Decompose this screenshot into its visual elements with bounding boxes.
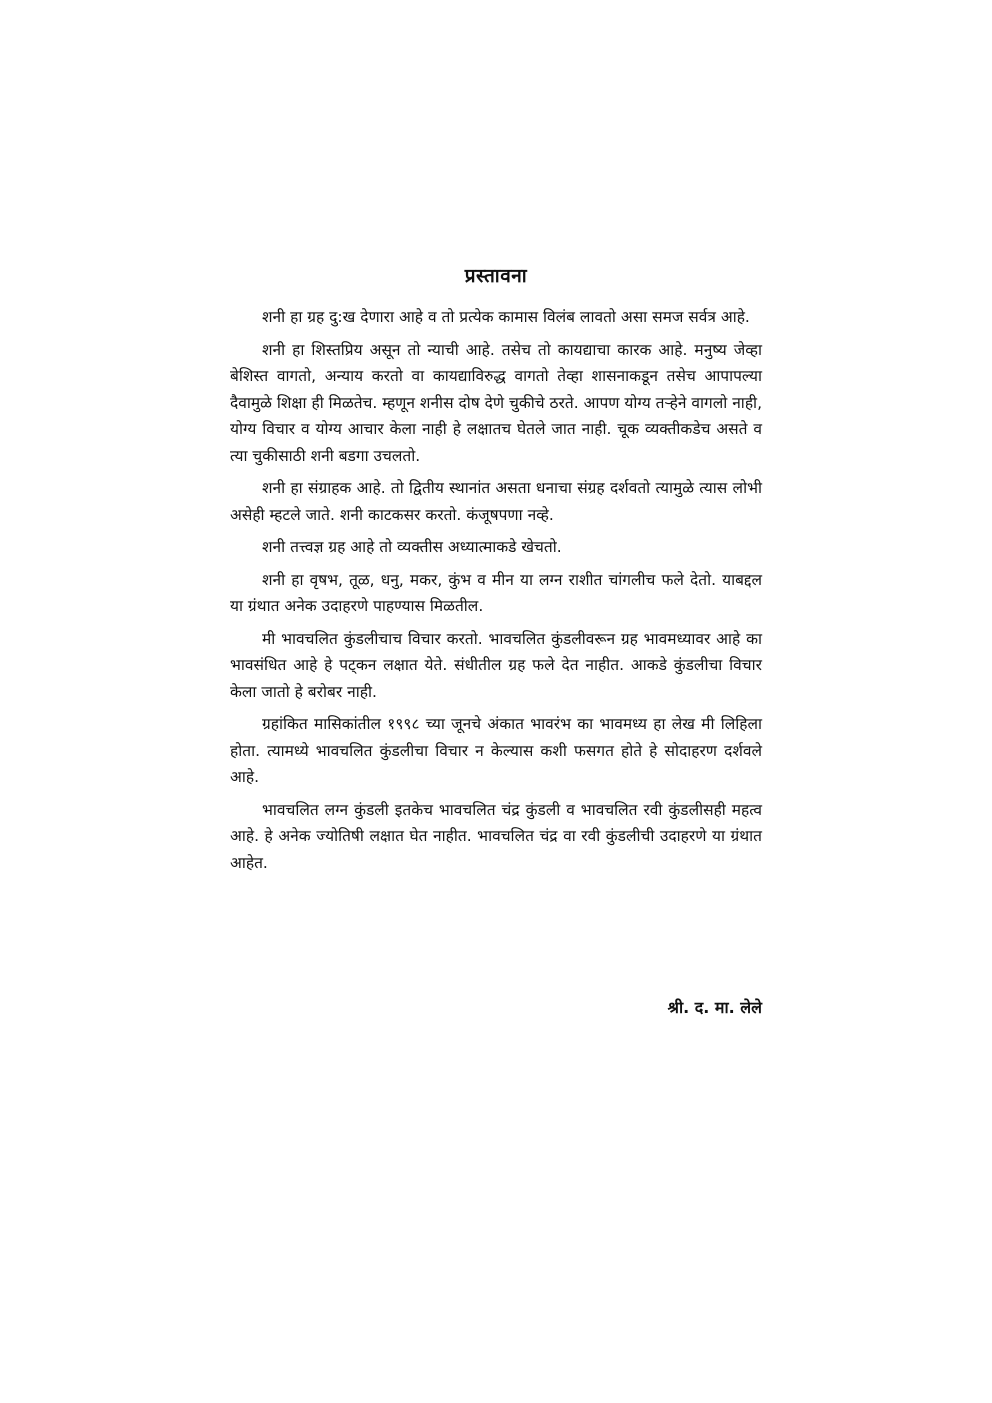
paragraph: शनी हा ग्रह दु:ख देणारा आहे व तो प्रत्येक कामास विलंब लावतो असा समज सर्वत्र आहे. bbox=[262, 308, 750, 326]
paragraph: ग्रहांकित मासिकांतील १९९८ च्या जूनचे अंकात भावरंभ का भावमध्य हा लेख मी लिहिला होता. त्यामध्ये भावचलित कुंडलीचा विचार न केल्यास कशी फसगत होते हे सोदाहरण दर्शवले आहे. bbox=[230, 715, 762, 786]
paragraph: भावचलित लग्न कुंडली इतकेच भावचलित चंद्र कुंडली व भावचलित रवी कुंडलीसही महत्व आहे. हे अनेक ज्योतिषी लक्षात घेत नाहीत. भावचलित चंद्र वा रवी कुंडलीची उदाहरणे या ग्रंथात आहेत. bbox=[230, 800, 762, 872]
paragraph: शनी हा शिस्तप्रिय असून तो न्याची आहे. तसेच तो कायद्याचा कारक आहे. मनुष्य जेव्हा बेशिस्त वागतो, अन्याय करतो वा कायद्याविरुद्ध वागतो तेव्हा शासनाकडून तसेच आपापल्या दैवामुळे शिक्षा ही मिळतेच. म्हणून शनीस दोष देणे चुकीचे ठरते. आपण योग्य तऱ्हेने वागलो नाही, योग्य विचार व योग्य आचार केला नाही हे लक्षातच घेतले जात नाही. चूक व्यक्तीकडेच असते व त्या चुकीसाठी शनी बडगा उचलतो. bbox=[230, 340, 762, 465]
paragraph: मी भावचलित कुंडलीचाच विचार करतो. भावचलित कुंडलीवरून ग्रह भावमध्यावर आहे का भावसंधित आहे हे पट्कन लक्षात येते. संधीतील ग्रह फले देत नाहीत. आकडे कुंडलीचा विचार केला जातो हे बरोबर नाही. bbox=[230, 629, 762, 701]
paragraph: शनी हा संग्राहक आहे. तो द्वितीय स्थानांत असता धनाचा संग्रह दर्शवतो त्यामुळे त्यास लोभी असेही म्हटले जाते. शनी काटकसर करतो. कंजूषपणा नव्हे. bbox=[230, 479, 762, 524]
preface-body bbox=[230, 304, 762, 882]
paragraph: शनी हा वृषभ, तूळ, धनु, मकर, कुंभ व मीन या लग्न राशीत चांगलीच फले देतो. याबद्दल या ग्रंथात अनेक उदाहरणे पाहण्यास मिळतील. bbox=[230, 570, 762, 615]
page-title: प्रस्तावना bbox=[464, 265, 528, 287]
paragraph: शनी तत्त्वज्ञ ग्रह आहे तो व्यक्तीस अध्यात्माकडे खेचतो. bbox=[262, 538, 562, 556]
author-signature: श्री. द. मा. लेले bbox=[667, 998, 762, 1017]
